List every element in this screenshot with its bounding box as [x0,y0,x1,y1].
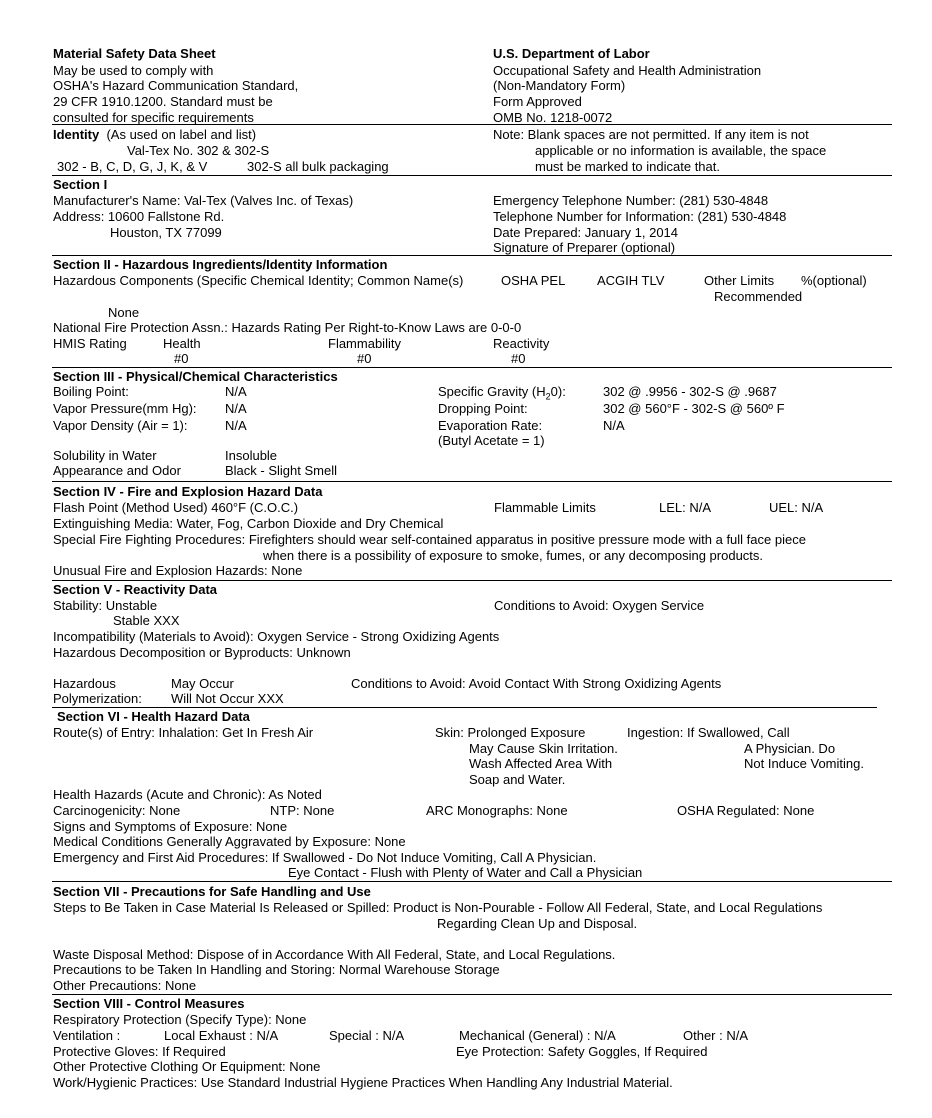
section5-title: Section V - Reactivity Data [53,582,217,597]
specific-gravity-subscript: 2 [545,391,551,402]
local-exhaust: Local Exhaust : N/A [164,1028,279,1043]
protective-clothing: Other Protective Clothing Or Equipment: None [53,1059,321,1074]
percent-header: %(optional) [801,273,867,288]
other-ventilation: Other : N/A [683,1028,749,1043]
route-of-entry: Route(s) of Entry: Inhalation: Get In Fresh Air [53,725,314,740]
medical-conditions: Medical Conditions Generally Aggravated by Exposure: None [53,834,406,849]
emergency-phone: Emergency Telephone Number: (281) 530-4848 [493,193,769,208]
divider [52,124,892,125]
note-line: applicable or no information is available, the space [535,143,827,158]
solubility-label: Solubility in Water [53,448,157,463]
evaporation-rate-label: Evaporation Rate: [438,418,543,433]
health-hazards: Health Hazards (Acute and Chronic): As Noted [53,787,322,802]
divider [52,367,892,368]
conditions-to-avoid: Conditions to Avoid: Oxygen Service [494,598,705,613]
butyl-acetate-note: (Butyl Acetate = 1) [438,433,545,448]
arc-monographs: ARC Monographs: None [426,803,568,818]
flash-point: Flash Point (Method Used) 460°F (C.O.C.) [53,500,299,515]
stability-unstable: Stability: Unstable [53,598,158,613]
identity-bulk: 302-S all bulk packaging [247,159,389,174]
skin-line: Soap and Water. [469,772,566,787]
ingestion-line: Ingestion: If Swallowed, Call [627,725,790,740]
ventilation-label: Ventilation : [53,1028,121,1043]
vapor-density-value: N/A [225,418,247,433]
ingestion-line: Not Induce Vomiting. [744,756,864,771]
divider [52,481,892,482]
polymerization-label: Polymerization: [53,691,142,706]
vapor-density-label: Vapor Density (Air = 1): [53,418,188,433]
note-line: Note: Blank spaces are not permitted. If any item is not [493,127,809,142]
hmis-health-label: Health [163,336,201,351]
skin-line: May Cause Skin Irritation. [469,741,618,756]
hmis-health-value: #0 [174,351,189,366]
divider [52,580,892,581]
specific-gravity-value: 302 @ .9956 - 302-S @ .9687 [603,384,777,399]
hygienic-practices: Work/Hygienic Practices: Use Standard Industrial Hygiene Practices When Handling Any Industrial Material. [53,1075,673,1090]
vapor-pressure-label: Vapor Pressure(mm Hg): [53,401,197,416]
spill-steps-line: Steps to Be Taken in Case Material Is Released or Spilled: Product is Non-Pourable - Follow All Federal, State, and Local Regulations [53,900,823,915]
first-aid-line: Eye Contact - Flush with Plenty of Water and Call a Physician [288,865,643,880]
header-right-line: Form Approved [493,94,582,109]
hmis-reactivity-value: #0 [511,351,526,366]
hmis-label: HMIS Rating [53,336,127,351]
identity-variants: 302 - B, C, D, G, J, K, & V [57,159,208,174]
section3-title: Section III - Physical/Chemical Characteristics [53,369,338,384]
identity-product: Val-Tex No. 302 & 302-S [127,143,270,158]
special-procedures-line: when there is a possibility of exposure to smoke, fumes, or any decomposing products. [263,548,764,563]
evaporation-rate-value: N/A [603,418,625,433]
osha-pel-header: OSHA PEL [501,273,566,288]
incompatibility: Incompatibility (Materials to Avoid): Oxygen Service - Strong Oxidizing Agents [53,629,500,644]
lel-value: LEL: N/A [659,500,712,515]
special-procedures-line: Special Fire Fighting Procedures: Firefighters should wear self-contained apparatus in positive pressure mode with a full face piece [53,532,806,547]
other-precautions: Other Precautions: None [53,978,197,993]
ntp: NTP: None [270,803,335,818]
acgih-tlv-header: ACGIH TLV [597,273,665,288]
identity-label-text: Identity [53,127,100,142]
divider [52,255,892,256]
polymerization-conditions: Conditions to Avoid: Avoid Contact With Strong Oxidizing Agents [351,676,722,691]
address-line: Address: 10600 Fallstone Rd. [53,209,225,224]
vapor-pressure-value: N/A [225,401,247,416]
dropping-point-value: 302 @ 560°F - 302-S @ 560º F [603,401,785,416]
boiling-point-label: Boiling Point: [53,384,129,399]
signature-field: Signature of Preparer (optional) [493,240,676,255]
dropping-point-label: Dropping Point: [438,401,528,416]
divider [52,175,892,176]
section2-title: Section II - Hazardous Ingredients/Identity Information [53,257,388,272]
divider [52,994,892,995]
specific-gravity-label-a: Specific Gravity (H [438,384,546,399]
header-right-line: (Non-Mandatory Form) [493,78,626,93]
handling-precautions: Precautions to be Taken In Handling and Storing: Normal Warehouse Storage [53,962,500,977]
header-left-line: May be used to comply with [53,63,214,78]
carcinogenicity: Carcinogenicity: None [53,803,181,818]
components-none: None [108,305,140,320]
respiratory-protection: Respiratory Protection (Specify Type): None [53,1012,307,1027]
section4-title: Section IV - Fire and Explosion Hazard Data [53,484,323,499]
info-phone: Telephone Number for Information: (281) 530-4848 [493,209,787,224]
specific-gravity-label-b: 0): [550,384,566,399]
protective-gloves: Protective Gloves: If Required [53,1044,226,1059]
header-left-line: OSHA's Hazard Communication Standard, [53,78,299,93]
special-ventilation: Special : N/A [329,1028,405,1043]
eye-protection: Eye Protection: Safety Goggles, If Required [456,1044,708,1059]
section1-title: Section I [53,177,108,192]
hmis-flammability-label: Flammability [328,336,401,351]
flammable-limits-label: Flammable Limits [494,500,596,515]
components-header: Hazardous Components (Specific Chemical Identity; Common Name(s) [53,273,464,288]
first-aid-line: Emergency and First Aid Procedures: If Swallowed - Do Not Induce Vomiting, Call A Physician. [53,850,597,865]
waste-disposal: Waste Disposal Method: Dispose of in Accordance With All Federal, State, and Local Regulations. [53,947,616,962]
skin-line: Skin: Prolonged Exposure [435,725,586,740]
nfpa-rating: National Fire Protection Assn.: Hazards Rating Per Right-to-Know Laws are 0-0-0 [53,320,522,335]
unusual-hazards: Unusual Fire and Explosion Hazards: None [53,563,303,578]
osha-regulated: OSHA Regulated: None [677,803,815,818]
ingestion-line: A Physician. Do [744,741,836,756]
address-line: Houston, TX 77099 [110,225,222,240]
extinguishing-media: Extinguishing Media: Water, Fog, Carbon Dioxide and Dry Chemical [53,516,444,531]
recommended-header: Recommended [714,289,803,304]
solubility-value: Insoluble [225,448,278,463]
date-prepared: Date Prepared: January 1, 2014 [493,225,679,240]
stability-stable: Stable XXX [113,613,180,628]
decomposition: Hazardous Decomposition or Byproducts: Unknown [53,645,351,660]
hmis-reactivity-label: Reactivity [493,336,550,351]
will-not-occur: Will Not Occur XXX [171,691,284,706]
hmis-flammability-value: #0 [357,351,372,366]
document-title: Material Safety Data Sheet [53,46,216,61]
header-right-line: Occupational Safety and Health Administration [493,63,762,78]
uel-value: UEL: N/A [769,500,824,515]
boiling-point-value: N/A [225,384,247,399]
identity-label [53,127,256,142]
signs-symptoms: Signs and Symptoms of Exposure: None [53,819,288,834]
mechanical-ventilation: Mechanical (General) : N/A [459,1028,616,1043]
agency-title: U.S. Department of Labor [493,46,650,61]
appearance-value: Black - Slight Smell [225,463,337,478]
divider [52,881,892,882]
note-line: must be marked to indicate that. [535,159,720,174]
manufacturer-name: Manufacturer's Name: Val-Tex (Valves Inc. of Texas) [53,193,354,208]
section6-title: Section VI - Health Hazard Data [57,709,250,724]
identity-label-note: (As used on label and list) [106,127,257,142]
other-limits-header: Other Limits [704,273,775,288]
header-left-line: 29 CFR 1910.1200. Standard must be [53,94,273,109]
header-right-line: OMB No. 1218-0072 [493,110,613,125]
appearance-label: Appearance and Odor [53,463,181,478]
spill-steps-line: Regarding Clean Up and Disposal. [437,916,638,931]
divider [52,707,877,708]
may-occur: May Occur [171,676,234,691]
header-left-line: consulted for specific requirements [53,110,254,125]
section8-title: Section VIII - Control Measures [53,996,245,1011]
skin-line: Wash Affected Area With [469,756,613,771]
section7-title: Section VII - Precautions for Safe Handling and Use [53,884,371,899]
hazardous-label: Hazardous [53,676,116,691]
